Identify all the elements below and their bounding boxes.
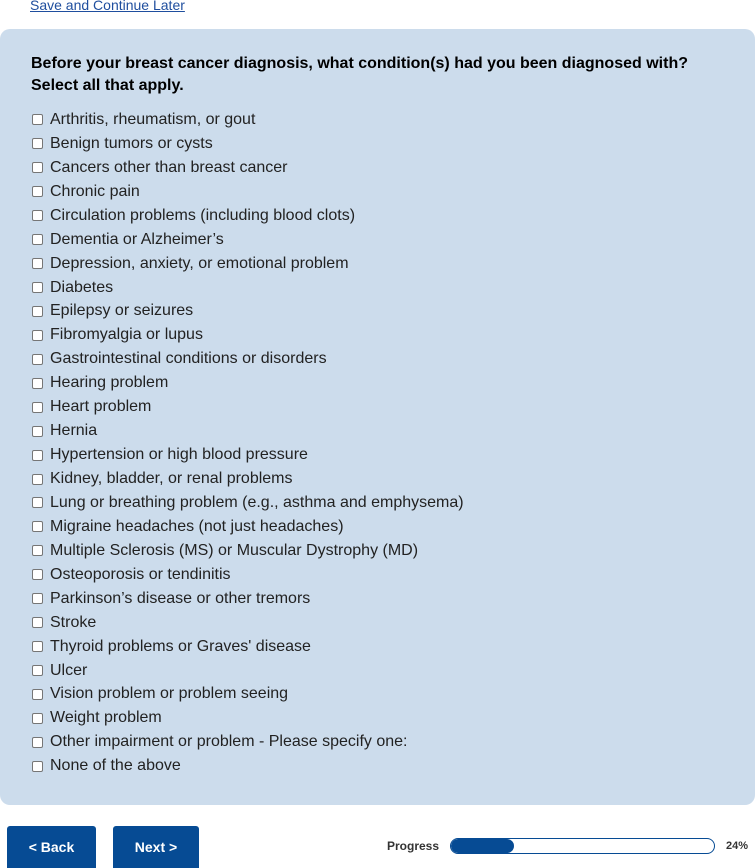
option-row[interactable] [31,276,464,300]
option-label[interactable]: Benign tumors or cysts [50,134,213,152]
option-checkbox[interactable] [32,426,43,437]
option-checkbox[interactable] [32,617,43,628]
option-label[interactable]: Hernia [50,422,98,440]
option-label[interactable]: Parkinson’s disease or other tremors [50,589,311,607]
progress-percent: 24% [726,840,749,852]
option-checkbox[interactable] [32,234,43,245]
next-button[interactable]: Next > [113,826,199,868]
option-label[interactable]: Stroke [50,613,97,631]
option-row[interactable] [31,491,464,515]
progress-bar [450,838,715,854]
option-checkbox[interactable] [32,713,43,724]
option-label[interactable]: Thyroid problems or Graves' disease [50,637,311,655]
option-row[interactable] [31,635,464,659]
option-label[interactable]: Arthritis, rheumatism, or gout [50,110,256,128]
option-label[interactable]: Fibromyalgia or lupus [50,326,203,344]
question-card [0,29,755,805]
option-label[interactable]: Other impairment or problem - Please specify one: [50,733,408,751]
option-row[interactable] [31,347,464,371]
option-checkbox[interactable] [32,474,43,485]
option-label[interactable]: Kidney, bladder, or renal problems [50,470,293,488]
option-row[interactable] [31,132,464,156]
option-checkbox[interactable] [32,569,43,580]
option-row[interactable] [31,683,464,707]
option-checkbox[interactable] [32,402,43,413]
option-checkbox[interactable] [32,282,43,293]
option-checkbox[interactable] [32,186,43,197]
option-row[interactable] [31,587,464,611]
option-checkbox[interactable] [32,330,43,341]
option-row[interactable] [31,323,464,347]
option-checkbox[interactable] [32,545,43,556]
option-label[interactable]: Ulcer [50,661,88,679]
option-row[interactable] [31,659,464,683]
option-row[interactable] [31,706,464,730]
option-label[interactable]: Chronic pain [50,182,140,200]
progress-label: Progress [387,839,440,853]
option-checkbox[interactable] [32,378,43,389]
option-row[interactable] [31,180,464,204]
option-checkbox[interactable] [32,258,43,269]
option-row[interactable] [31,515,464,539]
option-row[interactable] [31,419,464,443]
option-checkbox[interactable] [32,354,43,365]
option-label[interactable]: Gastrointestinal conditions or disorders [50,350,327,368]
option-row[interactable] [31,108,464,132]
option-label[interactable]: Dementia or Alzheimer’s [50,230,224,248]
option-checkbox[interactable] [32,450,43,461]
progress-fill [451,839,514,853]
option-label[interactable]: Heart problem [50,398,152,416]
option-label[interactable]: Diabetes [50,278,114,296]
question-text: Before your breast cancer diagnosis, what condition(s) had you been diagnosed with? Select all that apply. [31,55,688,94]
option-row[interactable] [31,252,464,276]
option-label[interactable]: Migraine headaches (not just headaches) [50,517,344,535]
option-checkbox[interactable] [32,689,43,700]
option-checkbox[interactable] [32,306,43,317]
option-label[interactable]: Hearing problem [50,374,169,392]
option-checkbox[interactable] [32,162,43,173]
option-label[interactable]: None of the above [50,757,181,775]
option-row[interactable] [31,371,464,395]
save-and-continue-later-link[interactable]: Save and Continue Later [30,0,185,13]
option-checkbox[interactable] [32,114,43,125]
option-checkbox[interactable] [32,665,43,676]
option-row[interactable] [31,300,464,324]
option-row[interactable] [31,539,464,563]
option-row[interactable] [31,204,464,228]
option-label[interactable]: Weight problem [50,709,162,727]
option-label[interactable]: Vision problem or problem seeing [50,685,289,703]
option-label[interactable]: Multiple Sclerosis (MS) or Muscular Dystrophy (MD) [50,541,419,559]
option-checkbox[interactable] [32,641,43,652]
option-checkbox[interactable] [32,138,43,149]
option-label[interactable]: Circulation problems (including blood clots) [50,206,356,224]
option-label[interactable]: Cancers other than breast cancer [50,158,288,176]
option-row[interactable] [31,563,464,587]
back-button[interactable]: < Back [7,826,96,868]
option-checkbox[interactable] [32,761,43,772]
option-checkbox[interactable] [32,497,43,508]
option-row[interactable] [31,395,464,419]
option-row[interactable] [31,443,464,467]
option-row[interactable] [31,611,464,635]
option-label[interactable]: Osteoporosis or tendinitis [50,565,231,583]
options-list [31,108,464,778]
option-row[interactable] [31,228,464,252]
option-row[interactable] [31,156,464,180]
option-row[interactable] [31,467,464,491]
option-row[interactable] [31,754,464,778]
option-label[interactable]: Lung or breathing problem (e.g., asthma and emphysema) [50,493,464,511]
option-label[interactable]: Hypertension or high blood pressure [50,446,308,464]
option-checkbox[interactable] [32,521,43,532]
option-label[interactable]: Epilepsy or seizures [50,302,194,320]
option-checkbox[interactable] [32,737,43,748]
option-checkbox[interactable] [32,593,43,604]
option-label[interactable]: Depression, anxiety, or emotional problem [50,254,349,272]
option-checkbox[interactable] [32,210,43,221]
option-row[interactable] [31,730,464,754]
